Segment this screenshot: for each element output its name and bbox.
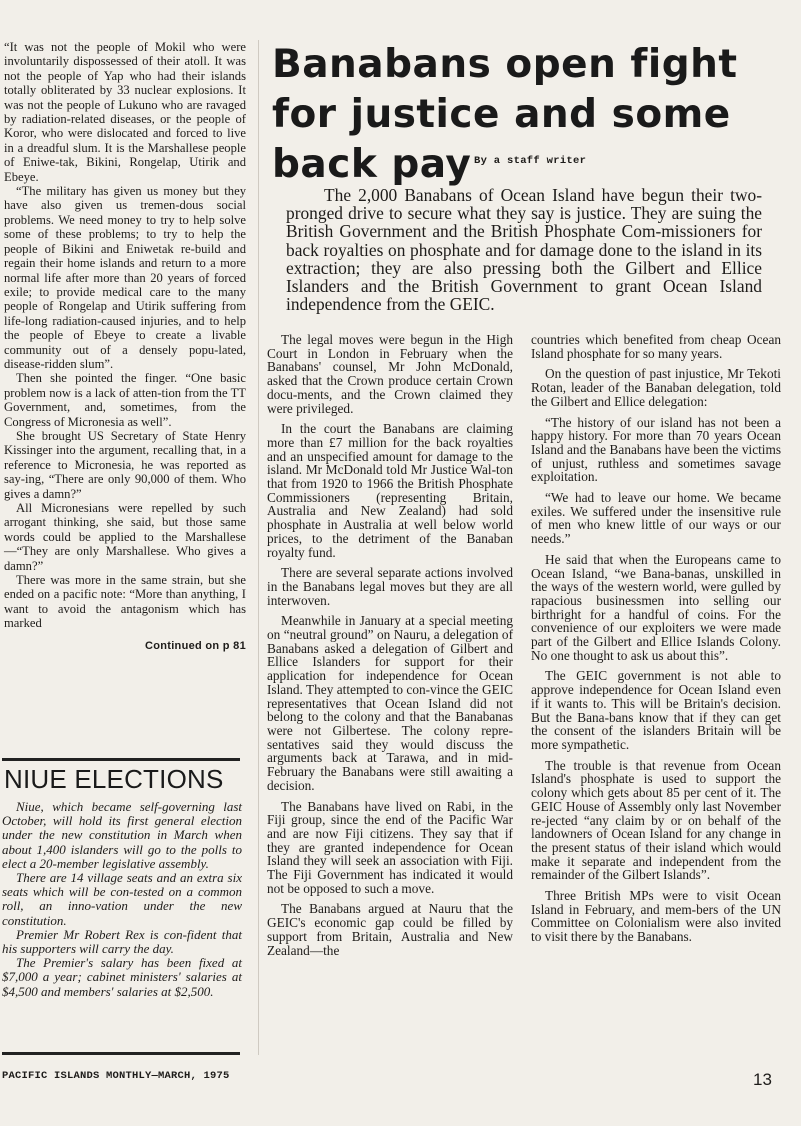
left-paragraph: Then she pointed the finger. “One basic problem now is a lack of atten-tion from the TT Government, and, sometimes, from the Congress of Micronesia as well”. xyxy=(4,371,246,429)
niue-paragraph: Niue, which became self-governing last October, will hold its first general election under the new constitution in March when about 1,400 islanders will go to the polls to elect a 20-member legislative assembly. xyxy=(2,799,242,871)
article-paragraph: “We had to leave our home. We became exiles. We suffered under the insensitive rule of men who knew little of our ways or our needs.” xyxy=(531,490,781,547)
article-paragraph: “The history of our island has not been a happy history. For more than 70 years Ocean Island and the Banabans have been the victims of unjust, ruthless and sometimes savage exploitation. xyxy=(531,414,781,485)
page-number: 13 xyxy=(753,1070,772,1089)
article-paragraph: The trouble is that revenue from Ocean Island's phosphate is used to support the colony which gets about 85 per cent of it. The GEIC House of Assembly only last November re-jected “any claim by or on behalf of the landowners of Ocean Island for any change in the present status of their island which would make it separate and independent from the remainder of the Gilbert Islands”. xyxy=(531,757,781,883)
left-paragraph: She brought US Secretary of State Henry Kissinger into the argument, recalling that, in a reference to Micronesia, he was reported as say-ing, “There are only 90,000 of them. Who gives a damn?” xyxy=(4,428,246,501)
article-paragraph: The GEIC government is not able to approve independence for Ocean Island even if it wants to. This will be Britain's decision. But the Bana-bans know that if they can get the consent of the islanders Britain will be more sympathetic. xyxy=(531,668,781,752)
article-paragraph: In the court the Banabans are claiming more than £7 million for the back royalties and an unspecified amount for damage to the island. Mr McDonald told Mr Justice Wal-ton that from 1920 to 1966 the British Phosphate Commissioners (representing Britain, Australia and New Zealand) had sold phosphate in Australia at well below world prices, to the detriment of the Banaban royalty fund. xyxy=(267,421,513,560)
left-paragraph: “It was not the people of Mokil who were involuntarily dispossessed of their atoll. It was not the people of Yap who had their islands totally obliterated by 33 nuclear explosions. It was not the people of Lukuno who are ravaged by radiation-related diseases, or the people of Koror, who were dislocated and forced to live in a dreadful slum. It is the Marshallese people of Eniwe-tak, Bikini, Rongelap, Utirik and Ebeye. xyxy=(4,40,246,184)
article-paragraph: The legal moves were begun in the High Court in London in February when the Banabans' counsel, Mr John McDonald, asked that the Crown produce certain Crown docu-ments, and the Crown claimed they were privileged. xyxy=(267,332,513,416)
article-paragraph: He said that when the Europeans came to Ocean Island, “we Bana-banas, unskilled in the ways of the western world, were gulled by rapacious businessmen into selling our birthright for a handful of coins. For the convenience of our exploiters we were made part of the Gilbert and Ellice Islands Colony. No one thought to ask us about this”. xyxy=(531,551,781,663)
niue-elections-heading: NIUE ELECTIONS xyxy=(4,764,224,794)
standfirst: The 2,000 Banabans of Ocean Island have begun their two-pronged drive to secure what they say is justice. They are suing the British Government and the British Phosphate Com-missioners for back royalties on phosphate and for damage done to the island in its extraction; they are also pressing both the Gilbert and Ellice Islanders and the British Government to grant Ocean Island independence from the GEIC. xyxy=(286,185,762,315)
niue-elections-text xyxy=(2,800,242,999)
section-divider xyxy=(2,758,240,761)
left-column-text xyxy=(0,40,246,653)
article-paragraph: Meanwhile in January at a special meeting on “neutral ground” on Nauru, a delegation of Banabans asked a delegation of Gilbert and Ellice Islanders for support for their application for independence for Ocean Island. They attempted to con-vince the GEIC representatives that Ocean Island did not belong to the colony and that the Banabanas were not Gilbertese. The colony repre-sentatives said they would discuss the arguments back at Tarawa, and in mid-February the Banabans were still awaiting a decision. xyxy=(267,613,513,793)
article-paragraph: On the question of past injustice, Mr Tekoti Rotan, leader of the Banaban delegation, told the Gilbert and Ellice delegation: xyxy=(531,366,781,409)
niue-paragraph: There are 14 village seats and an extra six seats which will be con-tested on a common roll, an inno-vation under the new constitution. xyxy=(2,870,242,928)
article-paragraph: There are several separate actions involved in the Banabans legal moves but they are all interwoven. xyxy=(267,565,513,608)
publication-footer: PACIFIC ISLANDS MONTHLY—MARCH, 1975 xyxy=(2,1070,230,1082)
byline: By a staff writer xyxy=(474,155,587,167)
article-headline: Banabans open fight for justice and some back pay xyxy=(272,42,738,187)
left-paragraph: “The military has given us money but they have also given us tremen-dous social problems. We need money to try to help solve some of these problems; to try to help the people of Bikini and Eniwetak re-build and regain their home islands and return to a more normal life after more than 20 years of forced exile; to provide medical care to the many people of Rongelap and Utirik suffering from life-long radiation-caused injuries, and to help the people of Ebeye to create a livable community out of a densely popu-lated, disease-ridden slum”. xyxy=(4,184,246,371)
column-divider xyxy=(258,40,259,1055)
article-middle-column xyxy=(267,333,513,964)
left-paragraph: All Micronesians were repelled by such arrogant thinking, she said, but those same words could be applied to the Marshallese—“They are only Marshallese. Who gives a damn?” xyxy=(4,501,246,573)
article-paragraph: Three British MPs were to visit Ocean Island in February, and mem-bers of the UN Committee on Colonialism were also invited to visit there by the Banabans. xyxy=(531,888,781,945)
article-paragraph: The Banabans have lived on Rabi, in the Fiji group, since the end of the Pacific War and are now Fiji citizens. They say that if they are granted independence for Ocean Island they will seek an association with Fiji. The Fiji Government has indicated it would not be opposed to such a move. xyxy=(267,798,513,896)
article-right-column xyxy=(531,333,781,951)
article-paragraph: The Banabans argued at Nauru that the GEIC's economic gap could be filled by support from Britain, Australia and New Zealand—the xyxy=(267,901,513,958)
left-column xyxy=(0,40,246,653)
continued-note: Continued on p 81 xyxy=(144,639,246,652)
niue-paragraph: The Premier's salary has been fixed at $7,000 a year; cabinet ministers' salaries at $4,500 and members' salaries at $2,500. xyxy=(2,955,242,999)
left-paragraph: There was more in the same strain, but she ended on a pacific note: “More than anything, I want to avoid the antagonism which has marked xyxy=(4,573,246,631)
article-paragraph: countries which benefited from cheap Ocean Island phosphate for so many years. xyxy=(531,332,781,361)
bottom-divider xyxy=(2,1052,240,1055)
niue-paragraph: Premier Mr Robert Rex is con-fident that his supporters will carry the day. xyxy=(2,926,242,957)
